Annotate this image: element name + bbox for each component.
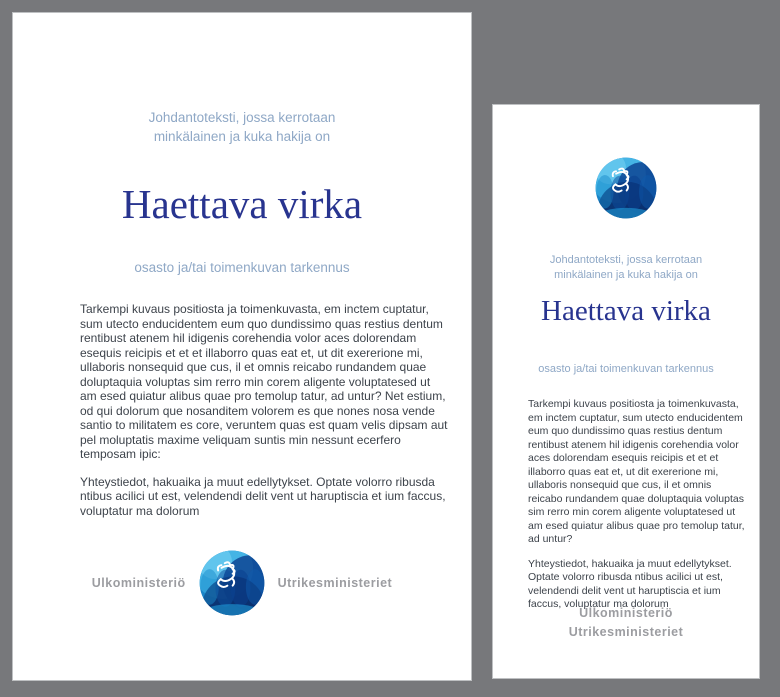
- ministry-name-finnish: Ulkoministeriö: [91, 576, 186, 590]
- body-paragraph-2: Yhteystiedot, hakuaika ja muut edellytykset. Optate volorro ribusda ntibus acilici ut est, velendendi delit vent ut haruptiscia et ium faccus, voluptatur ma dolorum: [528, 557, 732, 610]
- poster-title: Haettava virka: [541, 295, 711, 327]
- body-text: [80, 302, 448, 518]
- intro-text: Johdantoteksti, jossa kerrotaan minkälainen ja kuka hakija on: [549, 254, 703, 281]
- ministry-globe-lion-logo-icon: [595, 157, 657, 219]
- intro-text: Johdantoteksti, jossa kerrotaan minkälainen ja kuka hakija on: [148, 110, 336, 144]
- ministry-globe-lion-logo-icon: [199, 550, 265, 616]
- body-paragraph-2: Yhteystiedot, hakuaika ja muut edellytykset. Optate volorro ribusda ntibus acilici ut est, velendendi delit vent ut haruptiscia et ium faccus, voluptatur ma dolorum: [80, 474, 446, 518]
- ministry-name-finnish: Ulkoministeriö: [579, 606, 673, 620]
- body-paragraph-1: Tarkempi kuvaus positiosta ja toimenkuvasta, em inctem cuptatur, sum utecto enducidentem eum quo dundissimo quas restius dentum rentibust atenem hil idigenis corehendia volor aces dolorendam esequis reicipis et et et illaborro quas eat et, ut dit exererione mi, ullaboris nonsequid que cus, il et omnis reicabo rundandem quae doluptaquia voluptas sim rerro min corem aligente voluptatesed ut am esed quiatur alibus quae pro temolup tatur, ad untur? Net estium, od qui dolorum que nosanditem volorem es que nones nosa vende santio to militatem es core, veruntem quas est quam velis dipsam aut pel moluptatis maxime veliquam suntis min nessunt ecerfero temposam ipic:: [80, 302, 448, 461]
- footer: [13, 550, 471, 616]
- header-logo-wrap: [493, 157, 759, 219]
- ministry-name-swedish: Utrikesministeriet: [568, 625, 684, 639]
- subtitle: osasto ja/tai toimenkuvan tarkennus: [134, 260, 350, 275]
- ministry-name-swedish: Utrikesministeriet: [277, 576, 393, 590]
- body-paragraph-1: Tarkempi kuvaus positiosta ja toimenkuvasta, em inctem cuptatur, sum utecto enducidentem eum quo dundissimo quas restius dentum rentibust atenem hil idigenis corehendia volor aces dolorendam esequis reicipis et et et illaborro quas eat et, ut dit exererione mi, ullaboris nonsequid que cus, il et omnis reicabo rundandem quae doluptaquia voluptas sim rerro min corem aligente voluptatesed ut am esed quiatur alibus quae pro temolup tatur, ad untur?: [528, 398, 745, 545]
- poster-preview-small: [493, 105, 759, 678]
- poster-title: Haettava virka: [121, 181, 363, 227]
- poster-preview-large: [13, 13, 471, 680]
- subtitle: osasto ja/tai toimenkuvan tarkennus: [538, 363, 714, 375]
- footer: [493, 604, 759, 642]
- body-text: [528, 398, 747, 612]
